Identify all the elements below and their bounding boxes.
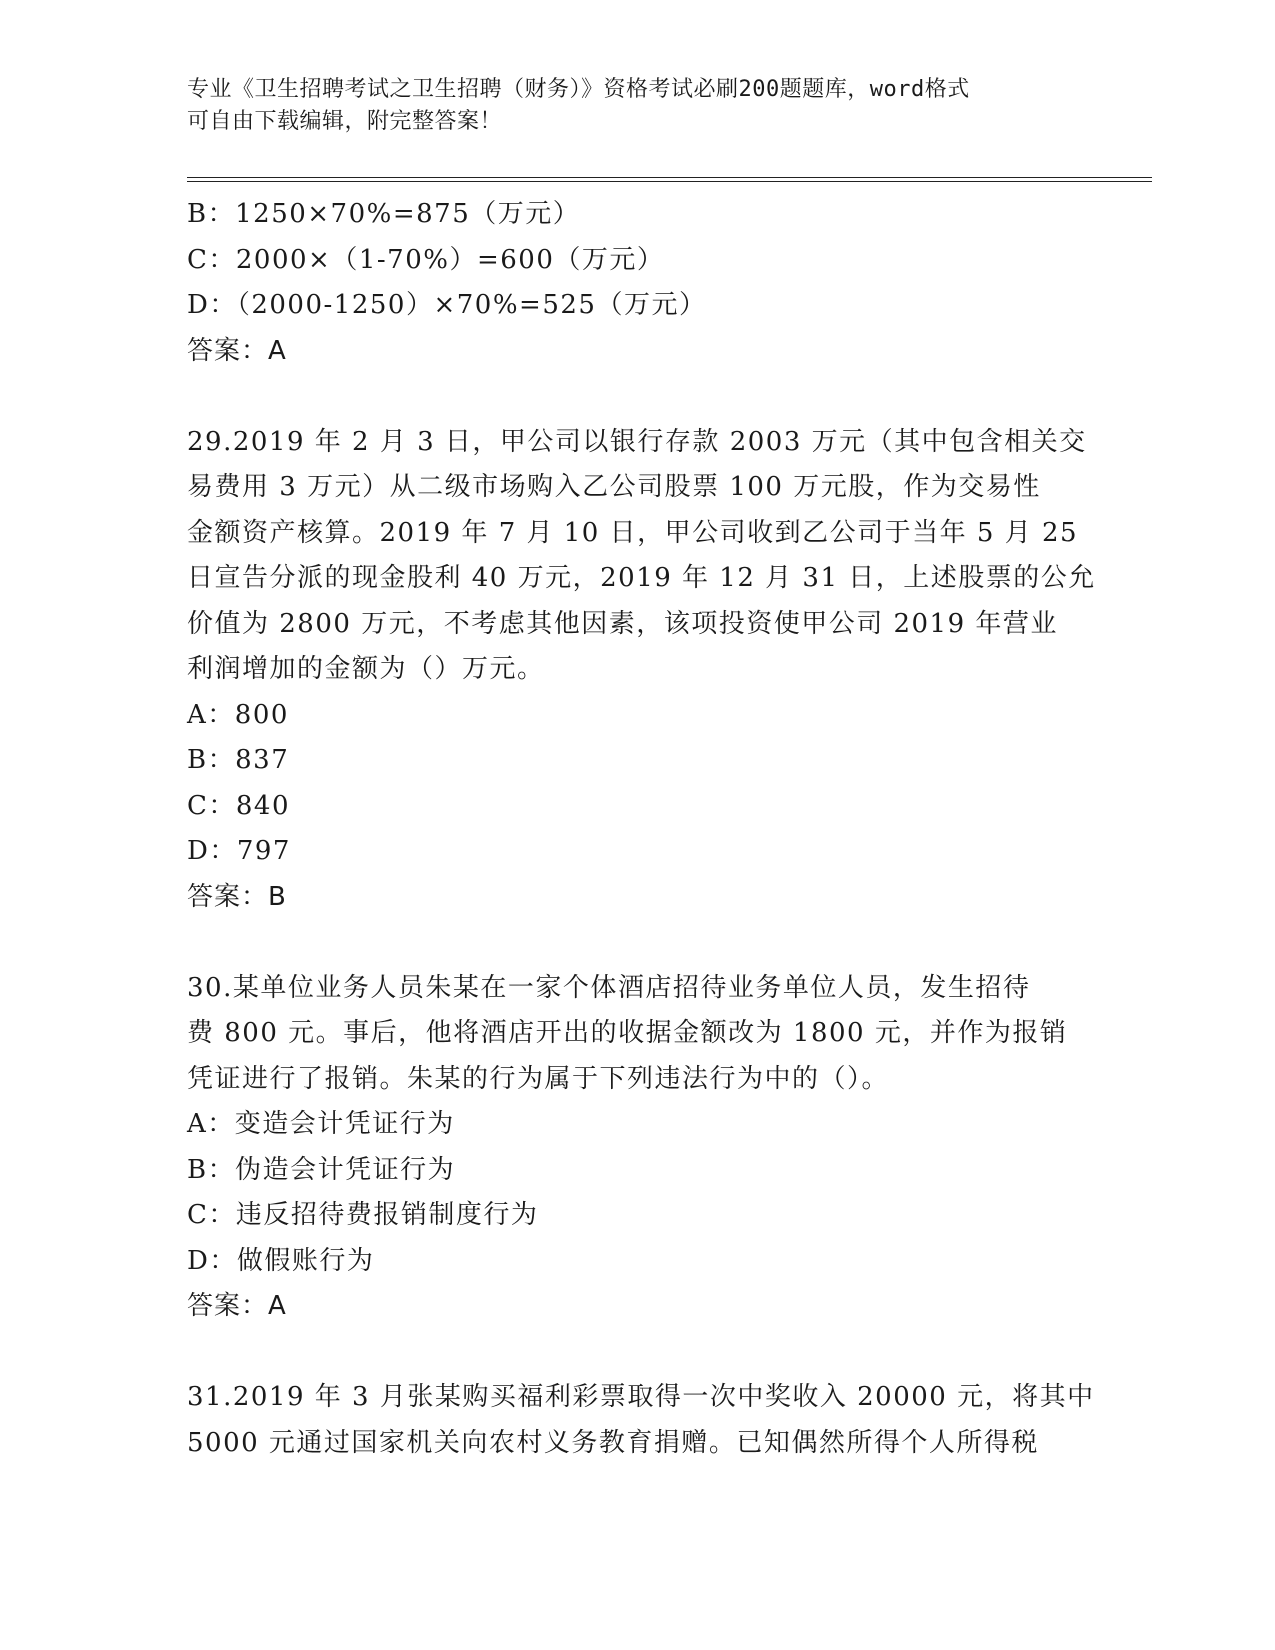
spacer [187, 920, 1087, 966]
option-b: B：1250×70%=875（万元） [187, 199, 581, 229]
option-d: D：（2000-1250）×70%=525（万元） [187, 290, 707, 320]
question-29 [187, 420, 1096, 921]
question-text-line: 费 800 元。事后，他将酒店开出的收据金额改为 1800 元，并作为报销 [187, 1018, 1068, 1048]
answer: 答案：A [187, 335, 287, 366]
answer: 答案：A [187, 1291, 287, 1321]
header-title-line-1: 专业《卫生招聘考试之卫生招聘（财务）》资格考试必刷200题题库，word格式 [187, 77, 970, 102]
spacer [187, 374, 1087, 420]
question-31 [187, 1375, 1095, 1466]
question-text-line: 5000 元通过国家机关向农村义务教育捐赠。已知偶然所得个人所得税 [187, 1427, 1039, 1458]
header-divider [187, 177, 1152, 182]
option-c: C：2000×（1-70%）=600（万元） [187, 244, 665, 275]
answer: 答案：B [187, 881, 287, 912]
option-d: D：797 [187, 836, 291, 866]
question-30 [187, 966, 1087, 1330]
option-a: A：变造会计凭证行为 [187, 1109, 455, 1139]
document-body [187, 192, 1096, 1466]
question-text-line: 29.2019 年 2 月 3 日，甲公司以银行存款 2003 万元（其中包含相关交 [187, 426, 1087, 457]
option-d: D：做假账行为 [187, 1245, 375, 1276]
option-a: A：800 [187, 699, 289, 730]
question-text-line: 易费用 3 万元）从二级市场购入乙公司股票 100 万元股，作为交易性 [187, 472, 1041, 502]
question-text-line: 31.2019 年 3 月张某购买福利彩票取得一次中奖收入 20000 元，将其中 [187, 1382, 1095, 1412]
option-b: B：伪造会计凭证行为 [187, 1154, 456, 1185]
option-c: C：840 [187, 790, 291, 821]
option-c: C：违反招待费报销制度行为 [187, 1200, 539, 1230]
question-text-line: 利润增加的金额为（）万元。 [187, 654, 545, 684]
question-text-line: 金额资产核算。2019 年 7 月 10 日，甲公司收到乙公司于当年 5 月 25 [187, 517, 1079, 548]
option-b: B：837 [187, 745, 290, 775]
header-title-line-2: 可自由下载编辑，附完整答案！ [187, 109, 503, 134]
question-28-tail [187, 192, 1087, 374]
question-text-line: 凭证进行了报销。朱某的行为属于下列违法行为中的（）。 [187, 1063, 890, 1094]
question-text-line: 日宣告分派的现金股利 40 万元，2019 年 12 月 31 日，上述股票的公允 [187, 563, 1096, 593]
question-text-line: 30.某单位业务人员朱某在一家个体酒店招待业务单位人员，发生招待 [187, 972, 1031, 1003]
question-text-line: 价值为 2800 万元，不考虑其他因素，该项投资使甲公司 2019 年营业 [187, 608, 1058, 639]
spacer [187, 1330, 1087, 1376]
page-header [187, 74, 1067, 138]
